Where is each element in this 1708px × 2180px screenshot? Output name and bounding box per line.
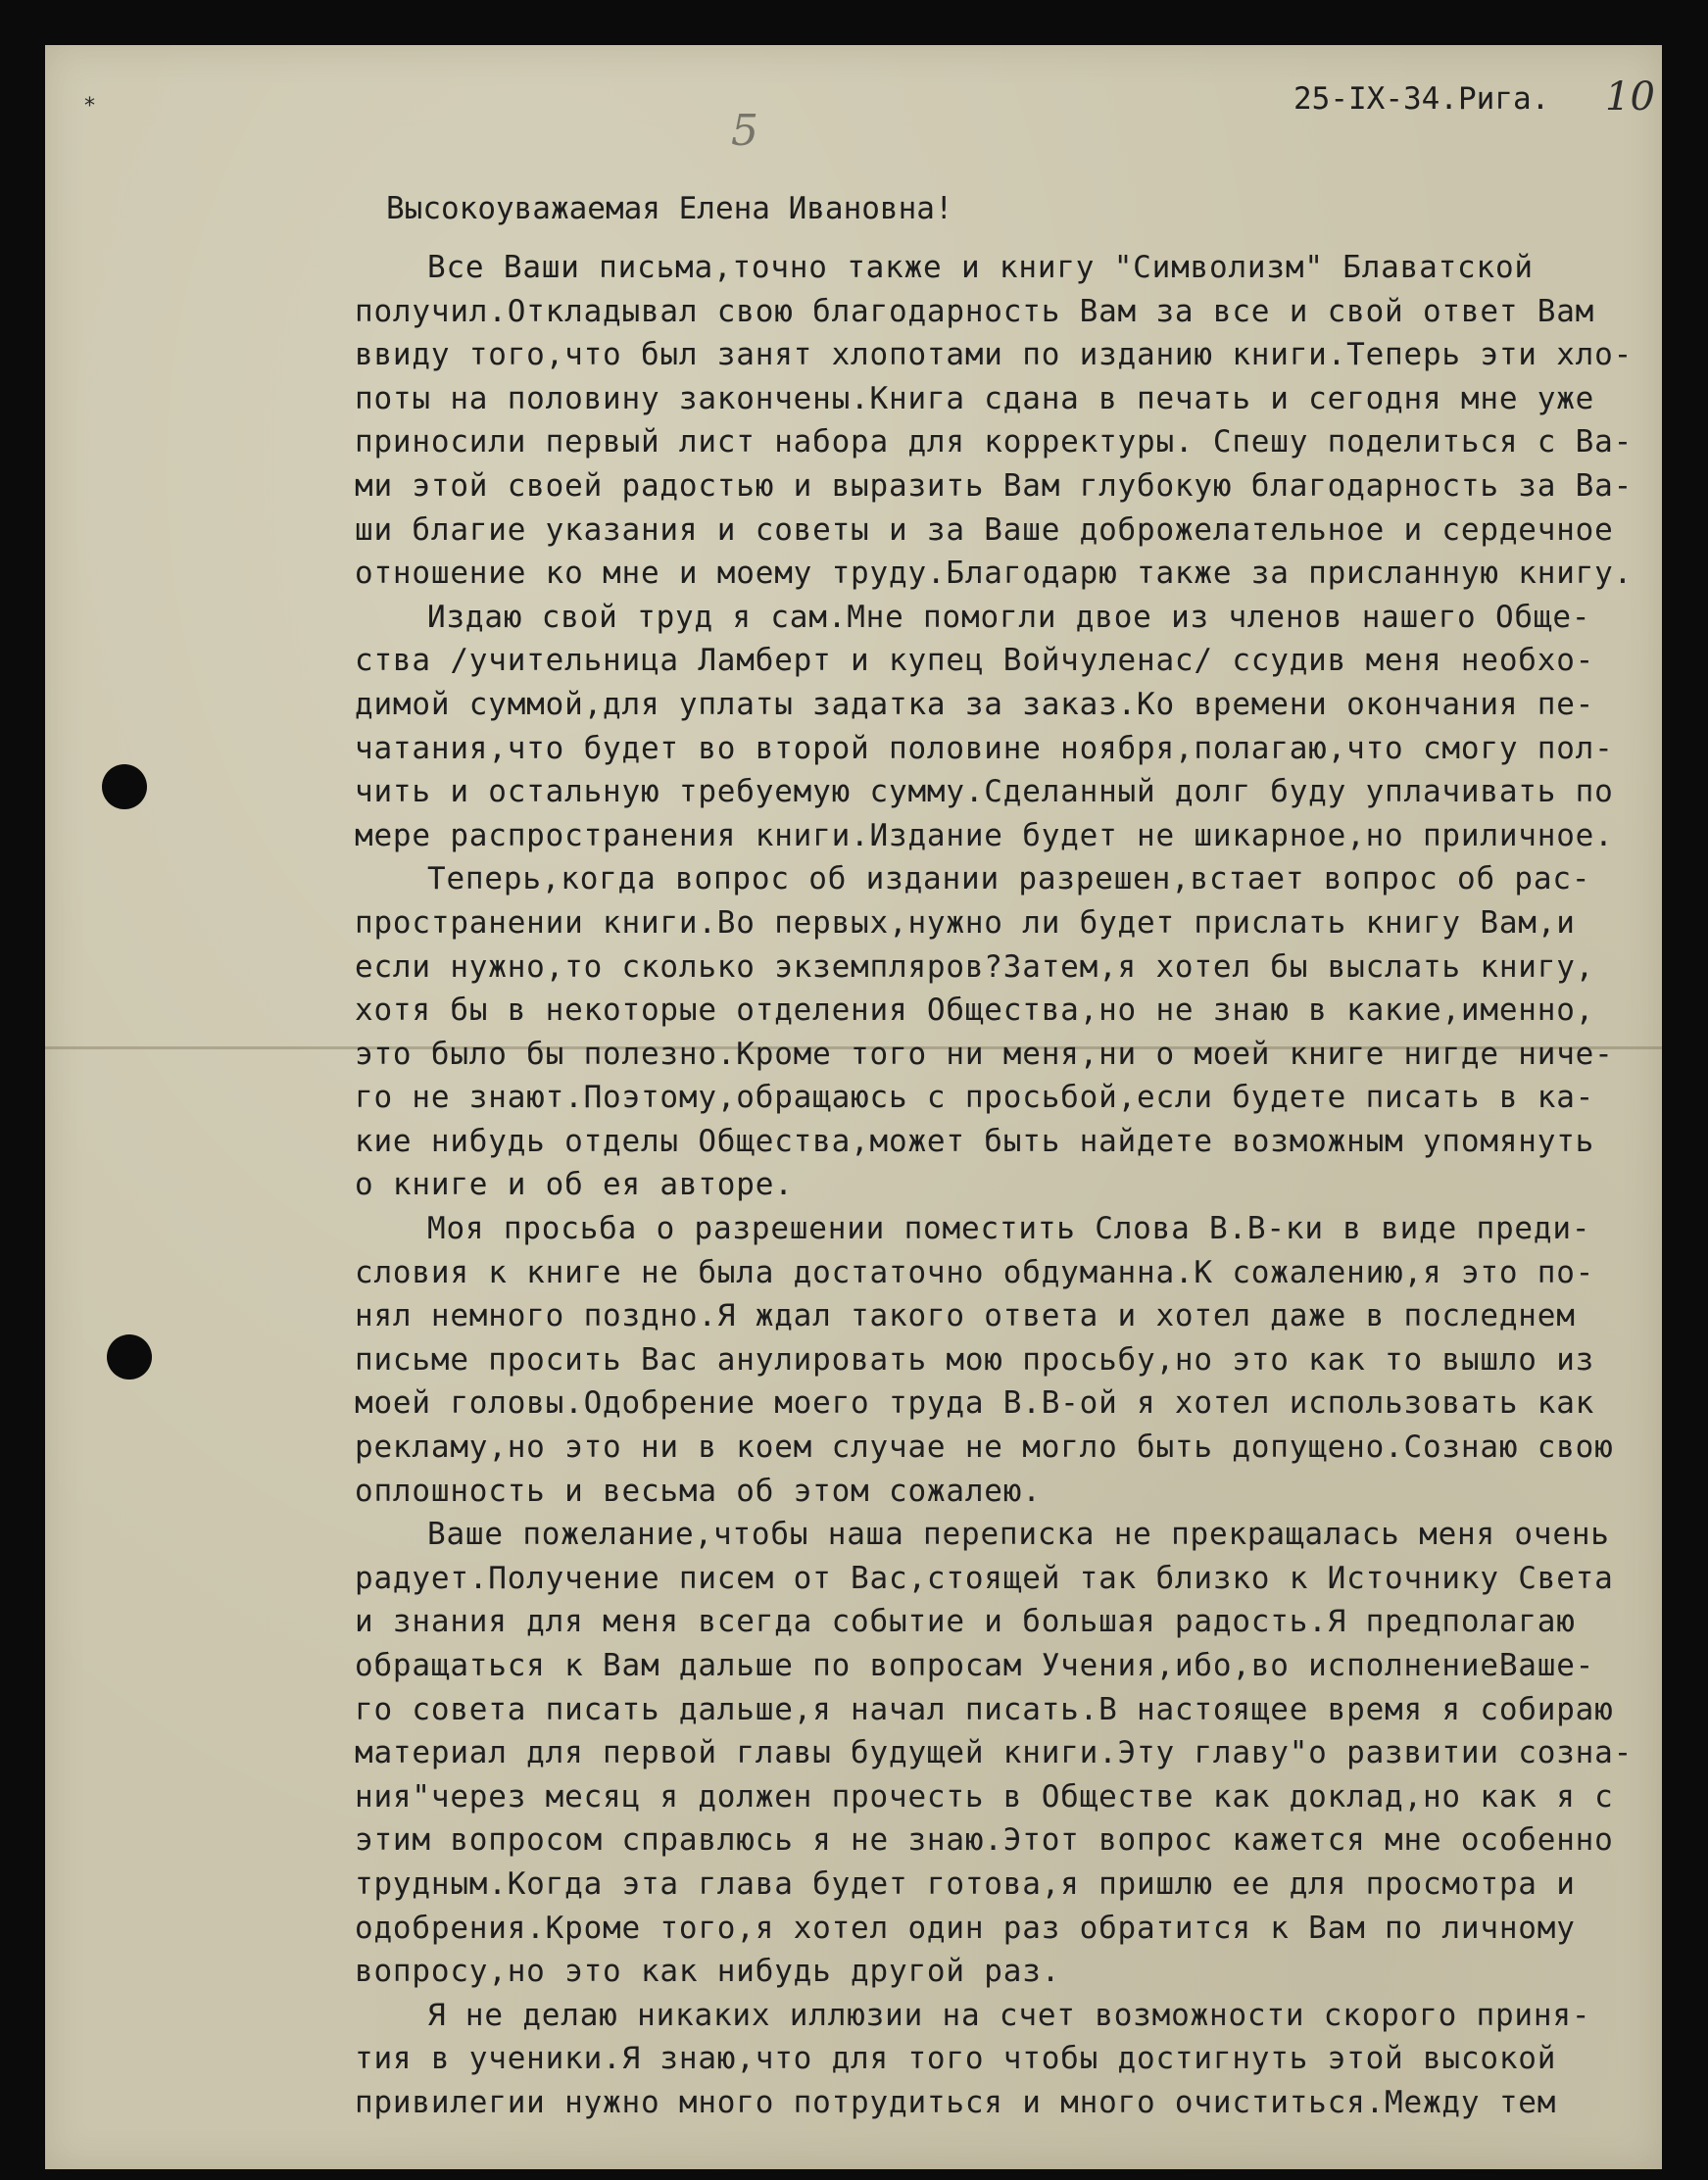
text-line: кие нибудь отделы Общества,может быть найдете возможным упомянуть — [355, 1123, 1595, 1159]
text-line: материал для первой главы будущей книги.Эту главу"о развитии созна- — [355, 1735, 1634, 1771]
text-line: оплошность и весьма об этом сожалею. — [355, 1473, 1042, 1509]
text-line: Ваше пожелание,чтобы наша переписка не прекращалась меня очень — [427, 1517, 1610, 1553]
text-line: пространении книги.Во первых,нужно ли будет прислать книгу Вам,и — [355, 904, 1576, 941]
text-line: го не знают.Поэтому,обращаюсь с просьбой,если будете писать в ка- — [355, 1080, 1595, 1116]
text-line: мере распространения книги.Издание будет не шикарное,но приличное. — [355, 817, 1614, 853]
text-line: го совета писать дальше,я начал писать.В настоящее время я собираю — [355, 1691, 1614, 1727]
text-line: моей головы.Одобрение моего труда В.В-ой я хотел использовать как — [355, 1385, 1595, 1422]
pencil-page-number: 5 — [731, 106, 758, 156]
text-line: этим вопросом справлюсь я не знаю.Этот вопрос кажется мне особенно — [355, 1822, 1614, 1859]
folio-number: 10 — [1605, 74, 1655, 120]
date-place-line: 25-IX-34.Рига. — [1293, 81, 1550, 117]
text-line: ми этой своей радостью и выразить Вам глубокую благодарность за Ва- — [355, 467, 1634, 504]
text-line: словия к книге не была достаточно обдуманна.К сожалению,я это по- — [355, 1254, 1595, 1290]
text-line: одобрения.Кроме того,я хотел один раз обратится к Вам по личному — [355, 1910, 1576, 1946]
text-line: обращаться к Вам дальше по вопросам Учения,ибо,во исполнениеВаше- — [355, 1648, 1595, 1683]
text-line: ния"через месяц я должен прочесть в Обществе как доклад,но как я с — [355, 1778, 1614, 1815]
text-line: отношение ко мне и моему труду.Благодарю также за присланную книгу. — [355, 556, 1634, 592]
text-line: о книге и об ея авторе. — [355, 1167, 794, 1203]
letter-page — [45, 45, 1662, 2169]
text-line: тия в ученики.Я знаю,что для того чтобы достигнуть этой высокой — [355, 2041, 1557, 2077]
text-line: Я не делаю никаких иллюзии на счет возможности скорого приня- — [427, 1997, 1591, 2033]
text-line: ши благие указания и советы и за Ваше доброжелательное и сердечное — [355, 511, 1614, 548]
text-line: вопросу,но это как нибудь другой раз. — [355, 1954, 1061, 1990]
punch-hole-lower — [107, 1334, 152, 1380]
margin-mark: * — [84, 94, 95, 119]
text-line: это было бы полезно.Кроме того ни меня,ни о моей книге нигде ниче- — [355, 1036, 1614, 1072]
text-line: чатания,что будет во второй половине ноября,полагаю,что смогу пол- — [355, 730, 1614, 766]
text-line: ввиду того,что был занят хлопотами по изданию книги.Теперь эти хло- — [355, 337, 1634, 373]
text-line: чить и остальную требуемую сумму.Сделанный долг буду уплачивать по — [355, 774, 1614, 810]
text-line: димой суммой,для уплаты задатка за заказ.Ко времени окончания пе- — [355, 686, 1595, 722]
text-line: если нужно,то сколько экземпляров?Затем,я хотел бы выслать книгу, — [355, 948, 1595, 985]
text-line: письме просить Вас анулировать мою просьбу,но это как то вышло из — [355, 1341, 1595, 1378]
text-line: поты на половину закончены.Книга сдана в печать и сегодня мне уже — [355, 380, 1595, 416]
text-line: ства /учительница Ламберт и купец Войчуленас/ ссудив меня необхо- — [355, 643, 1595, 679]
text-line: хотя бы в некоторые отделения Общества,но не знаю в какие,именно, — [355, 993, 1595, 1029]
text-line: нял немного поздно.Я ждал такого ответа и хотел даже в последнем — [355, 1298, 1576, 1334]
letter-body — [355, 246, 1648, 2125]
text-line: привилегии нужно много потрудиться и много очиститься.Между тем — [355, 2084, 1557, 2120]
punch-hole-upper — [102, 764, 147, 809]
text-line: рекламу,но это ни в коем случае не могло быть допущено.Сознаю свою — [355, 1429, 1614, 1466]
text-line: трудным.Когда эта глава будет готова,я пришлю ее для просмотра и — [355, 1865, 1576, 1902]
salutation: Высокоуважаемая Елена Ивановна! — [386, 191, 953, 226]
text-line: Моя просьба о разрешении поместить Слова В.В-ки в виде преди- — [427, 1211, 1591, 1247]
text-line: приносили первый лист набора для корректуры. Спешу поделиться с Ва- — [355, 424, 1634, 460]
text-line: Издаю свой труд я сам.Мне помогли двое из членов нашего Обще- — [427, 599, 1591, 635]
text-line: и знания для меня всегда событие и большая радость.Я предполагаю — [355, 1604, 1576, 1640]
text-line: Все Ваши письма,точно также и книгу "Символизм" Блаватской — [427, 250, 1534, 285]
text-line: получил.Откладывал свою благодарность Вам за все и свой ответ Вам — [355, 293, 1595, 329]
text-line: Теперь,когда вопрос об издании разрешен,встает вопрос об рас- — [427, 861, 1591, 897]
text-line: радует.Получение писем от Вас,стоящей так близко к Источнику Света — [355, 1560, 1614, 1596]
